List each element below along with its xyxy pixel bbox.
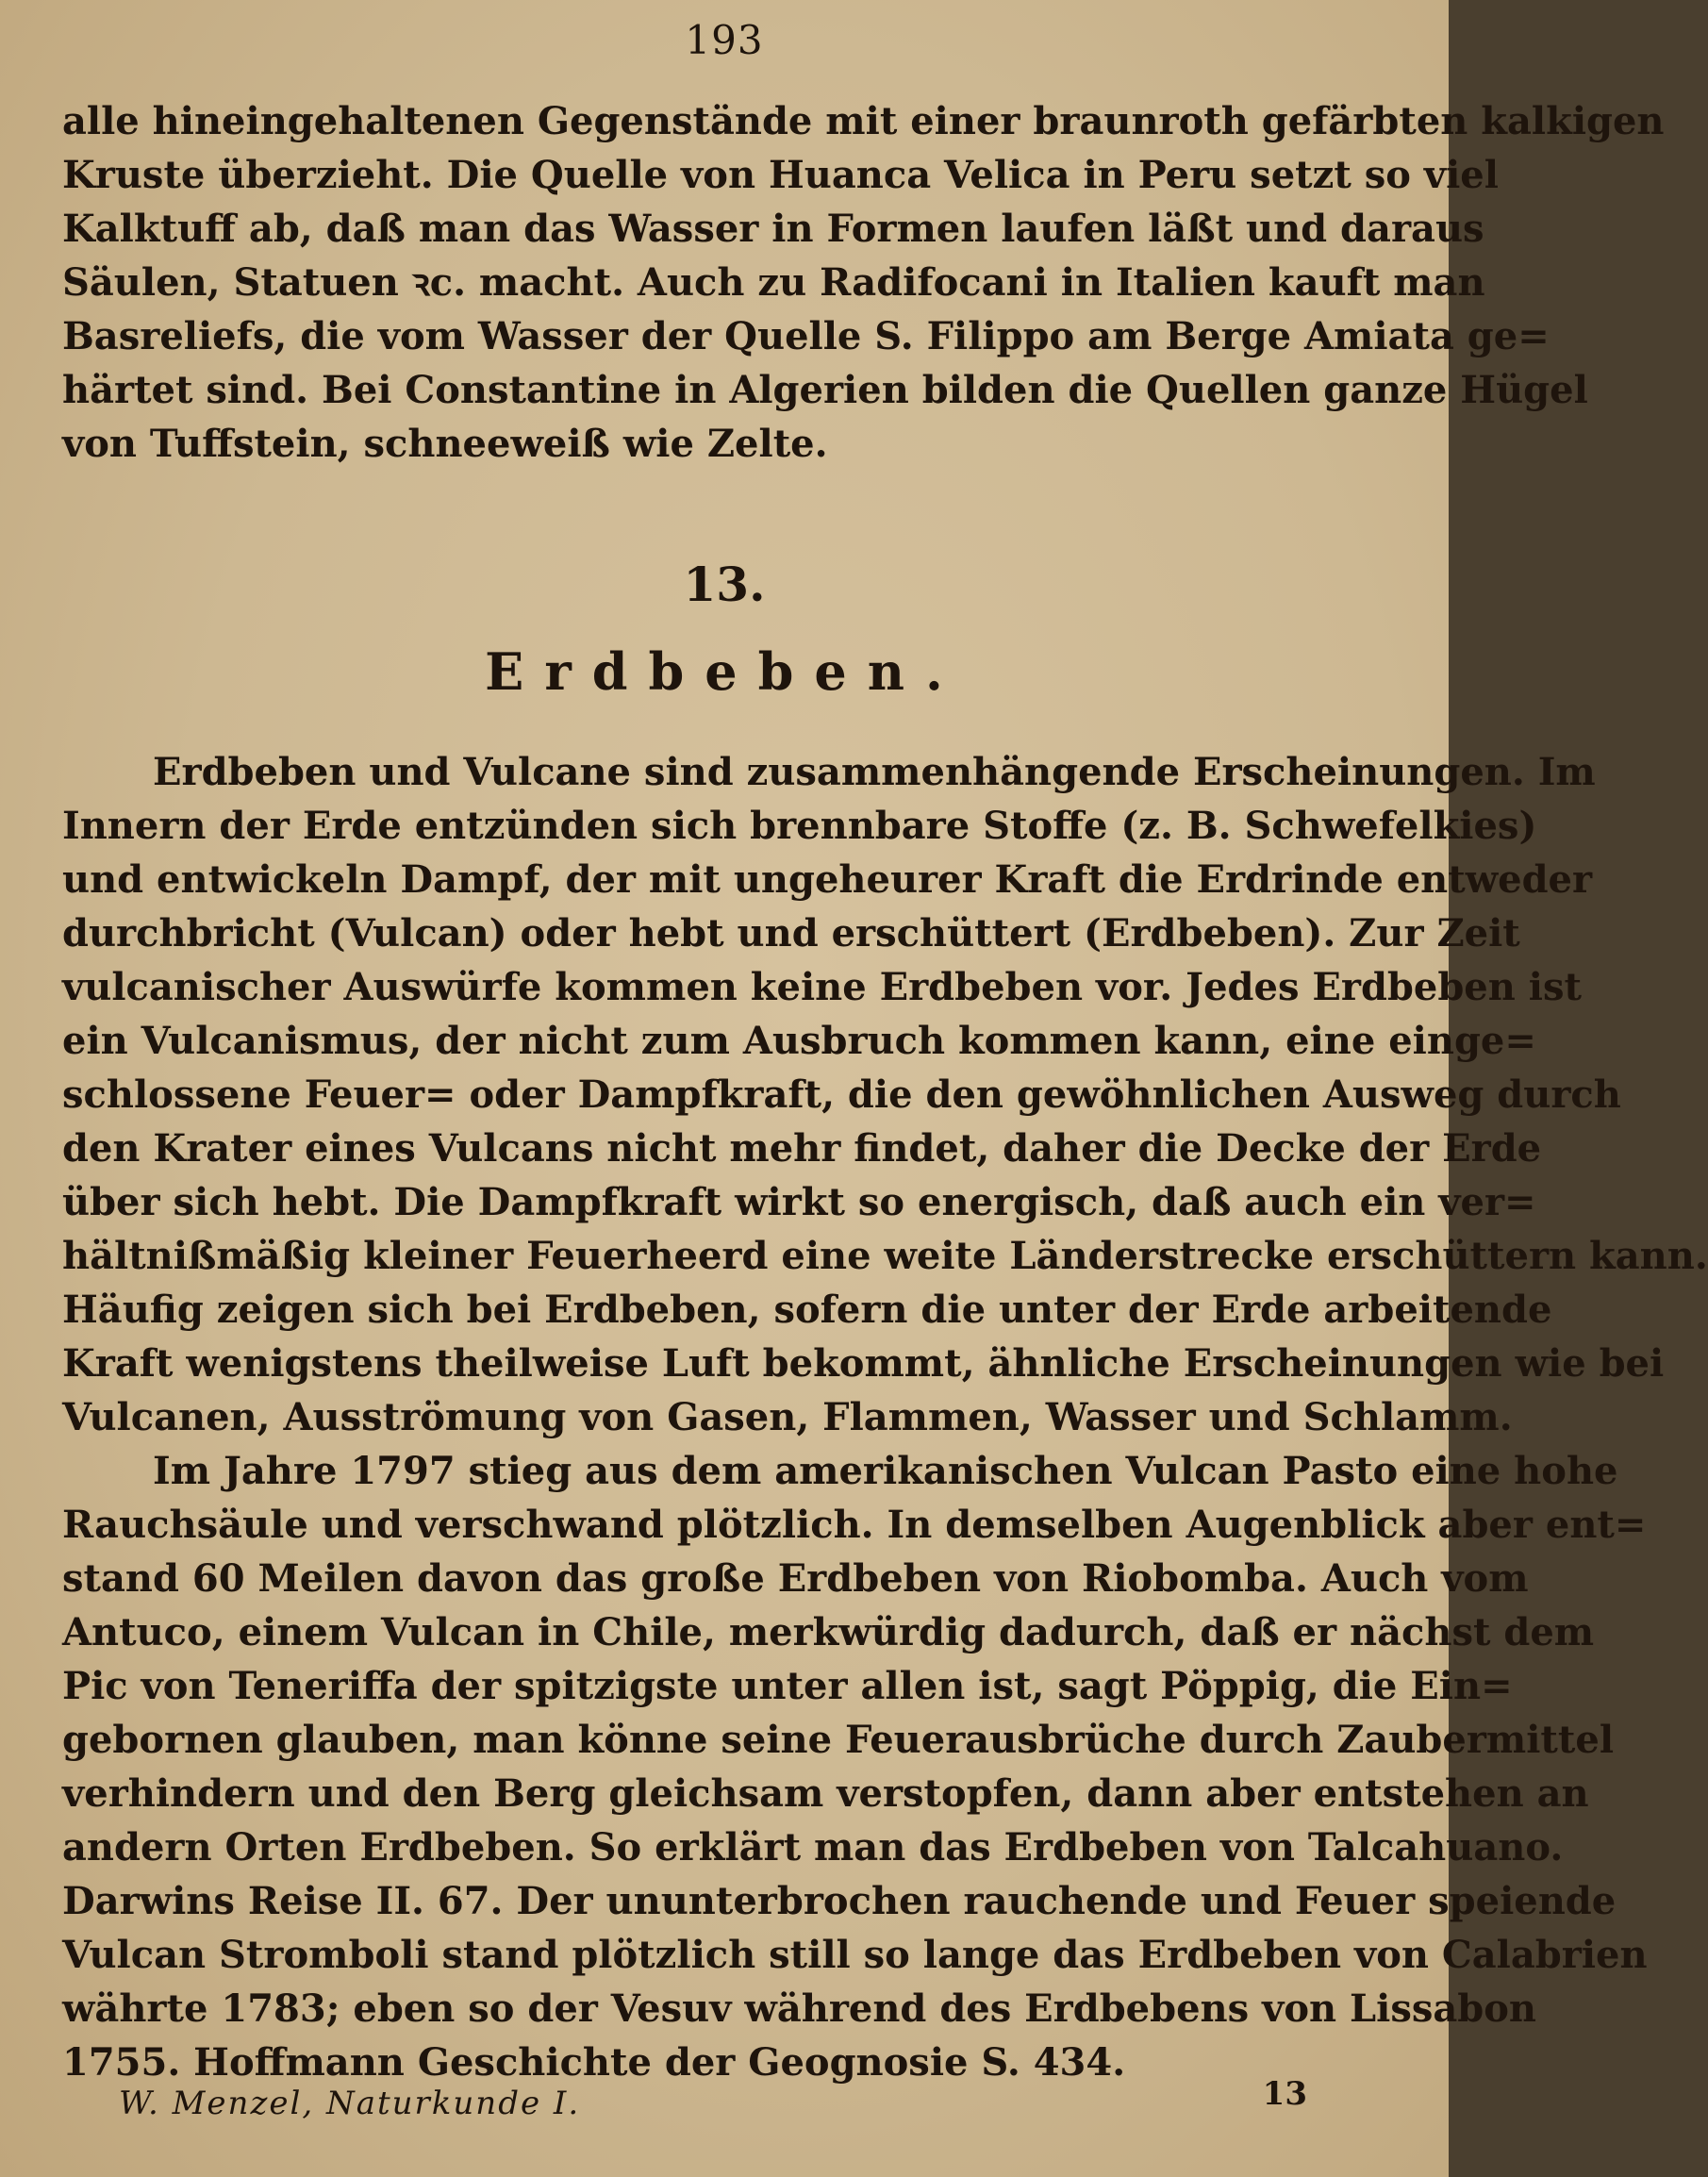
body-paragraphs	[62, 745, 1708, 2089]
page-number: 193	[685, 17, 764, 63]
text-line: Häufig zeigen sich bei Erdbeben, sofern die unter der Erde arbeitende	[62, 1288, 1552, 1332]
text-line: Rauchsäule und verschwand plötzlich. In demselben Augenblick aber ent=	[62, 1503, 1647, 1547]
text-line: von Tuffstein, schneeweiß wie Zelte.	[62, 422, 828, 466]
sheet-number: 13	[1262, 2075, 1307, 2113]
text-line: Pic von Teneriffa der spitzigste unter allen ist, sagt Pöppig, die Ein=	[62, 1664, 1513, 1708]
text-line: vulcanischer Auswürfe kommen keine Erdbeben vor. Jedes Erdbeben ist	[62, 965, 1582, 1009]
text-line: durchbricht (Vulcan) oder hebt und erschüttert (Erdbeben). Zur Zeit	[62, 911, 1520, 956]
text-line: währte 1783; eben so der Vesuv während des Erdbebens von Lissabon	[62, 1986, 1537, 2031]
text-line: härtet sind. Bei Constantine in Algerien bilden die Quellen ganze Hügel	[62, 368, 1588, 412]
section-title: Erdbeben.	[485, 641, 964, 702]
text-line: Im Jahre 1797 stieg aus dem amerikanischen Vulcan Pasto eine hohe	[153, 1449, 1618, 1493]
text-line: Kruste überzieht. Die Quelle von Huanca Velica in Peru setzt so viel	[62, 153, 1499, 197]
text-line: verhindern und den Berg gleichsam verstopfen, dann aber entstehen an	[62, 1771, 1589, 1816]
text-line: Säulen, Statuen ꝛc. macht. Auch zu Radifocani in Italien kauft man	[62, 260, 1485, 305]
intro-paragraph	[62, 94, 1665, 471]
text-line: Innern der Erde entzünden sich brennbare Stoffe (z. B. Schwefelkies)	[62, 804, 1537, 848]
text-line: Kalktuff ab, daß man das Wasser in Formen laufen läßt und daraus	[62, 207, 1484, 251]
text-line: alle hineingehaltenen Gegenstände mit einer braunroth gefärbten kalkigen	[62, 99, 1665, 143]
text-line: Vulcan Stromboli stand plötzlich still so lange das Erdbeben von Calabrien	[62, 1933, 1648, 1977]
footer-signature: W. Menzel, Naturkunde I.	[119, 2085, 581, 2122]
text-line: und entwickeln Dampf, der mit ungeheurer Kraft die Erdrinde entweder	[62, 857, 1593, 902]
text-line: gebornen glauben, man könne seine Feuerausbrüche durch Zaubermittel	[62, 1718, 1615, 1762]
text-line: 1755. Hoffmann Geschichte der Geognosie S. 434.	[62, 2040, 1126, 2085]
text-line: hältnißmäßig kleiner Feuerheerd eine weite Länderstrecke erschüttern kann.	[62, 1234, 1708, 1278]
text-line: Vulcanen, Ausströmung von Gasen, Flammen, Wasser und Schlamm.	[62, 1395, 1513, 1439]
text-line: über sich hebt. Die Dampfkraft wirkt so energisch, daß auch ein ver=	[62, 1180, 1536, 1224]
text-line: Darwins Reise II. 67. Der ununterbrochen rauchende und Feuer speiende	[62, 1879, 1617, 1923]
text-line: Kraft wenigstens theilweise Luft bekommt, ähnliche Erscheinungen wie bei	[62, 1341, 1665, 1386]
text-line: Erdbeben und Vulcane sind zusammenhängende Erscheinungen. Im	[153, 750, 1596, 794]
text-line: stand 60 Meilen davon das große Erdbeben von Riobomba. Auch vom	[62, 1556, 1529, 1601]
text-line: andern Orten Erdbeben. So erklärt man das Erdbeben von Talcahuano.	[62, 1825, 1564, 1870]
text-line: Basreliefs, die vom Wasser der Quelle S. Filippo am Berge Amiata ge=	[62, 314, 1550, 358]
text-line: ein Vulcanismus, der nicht zum Ausbruch kommen kann, eine einge=	[62, 1019, 1536, 1063]
text-line: den Krater eines Vulcans nicht mehr findet, daher die Decke der Erde	[62, 1126, 1542, 1171]
text-line: schlossene Feuer= oder Dampfkraft, die den gewöhnlichen Ausweg durch	[62, 1072, 1621, 1117]
text-line: Antuco, einem Vulcan in Chile, merkwürdig dadurch, daß er nächst dem	[62, 1610, 1595, 1654]
section-number: 13.	[683, 557, 766, 612]
